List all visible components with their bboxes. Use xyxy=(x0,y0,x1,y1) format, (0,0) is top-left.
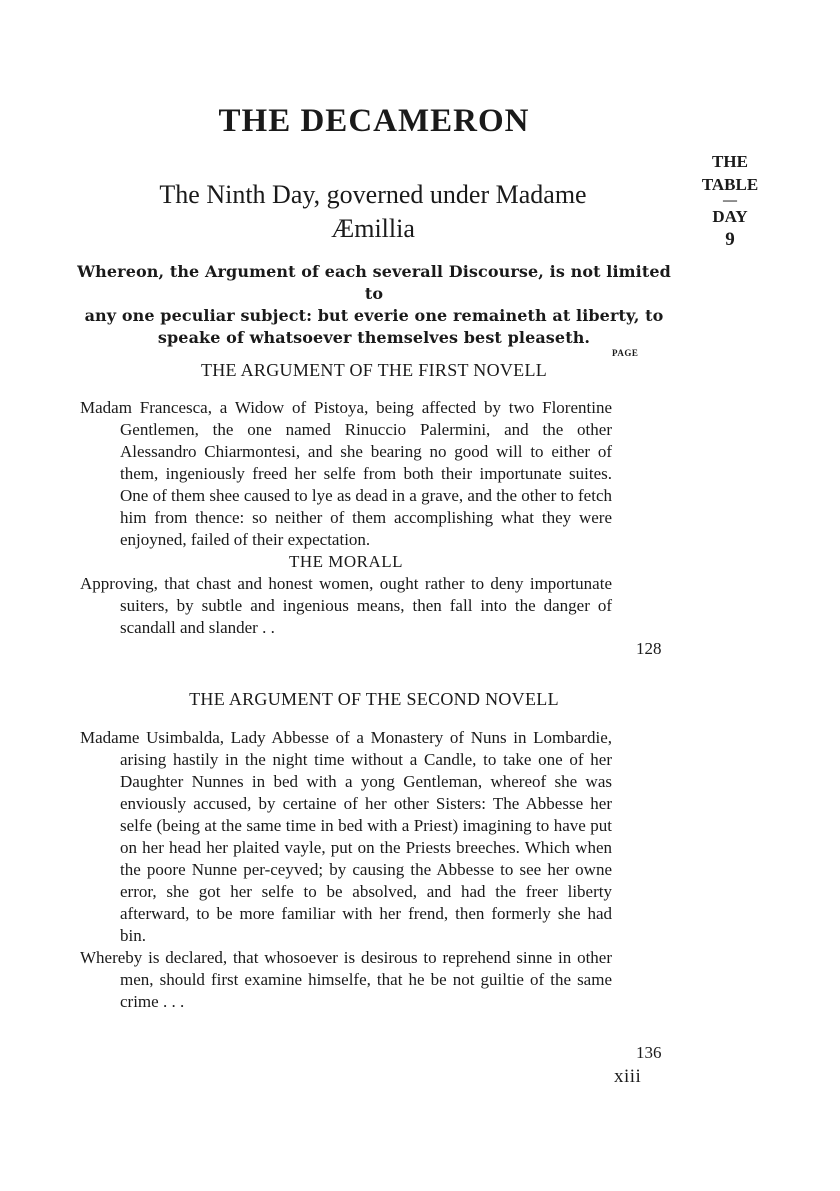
book-title: THE DECAMERON xyxy=(218,103,530,139)
novell1-entry xyxy=(80,397,612,639)
novell2-moral xyxy=(80,947,612,1013)
novell2-page-number: 136 xyxy=(636,1043,662,1062)
margin-dash: — xyxy=(723,193,737,208)
margin-day-number: 9 xyxy=(725,229,735,250)
margin-line-day: DAY xyxy=(712,207,748,226)
novell1-argument: Madam Francesca, a Widow of Pistoya, being affected by two Florentine Gentlemen, the one named Rinuccio Palermini, and the other Alessandro Chiarmontesi, and she bearing no good will to either of them, ingeniously freed her selfe from both their importunate suites. One of them shee caused to lye as dead in a grave, and the other to fetch him from thence: so neither of them accomplishing what they were enjoyned, failed of their expectation. xyxy=(80,398,612,549)
day-intro xyxy=(72,261,676,349)
folio-page-number: xiii xyxy=(614,1066,642,1087)
novell1-dot-leader: . . xyxy=(262,618,275,637)
day-heading xyxy=(60,178,686,246)
margin-line-table: TABLE xyxy=(701,175,759,194)
novell1-page-number: 128 xyxy=(636,639,662,658)
intro-line3: speake of whatsoever themselves best pleaseth. xyxy=(157,328,591,347)
page-column-label: PAGE xyxy=(612,348,639,358)
novell1-moral-heading: THE MORALL xyxy=(288,552,404,571)
novell1-moral-text: Approving, that chast and honest women, ought rather to deny importunate suiters, by subtle and ingenious means, then fall into the danger of scandall and slander xyxy=(80,574,612,637)
novell1-moral xyxy=(80,573,612,639)
intro-line1: Whereon, the Argument of each severall Discourse, is not limited to xyxy=(77,262,671,303)
intro-line2: any one peculiar subject: but everie one remaineth at liberty, to xyxy=(84,306,664,325)
novell2-dot-leader: . . . xyxy=(162,992,185,1011)
day-heading-line2: Æmillia xyxy=(331,214,415,243)
day-heading-line1: The Ninth Day, governed under Madame xyxy=(159,180,587,209)
novell1-heading: THE ARGUMENT OF THE FIRST NOVELL xyxy=(200,360,548,380)
novell2-entry xyxy=(80,727,612,1013)
novell2-heading: THE ARGUMENT OF THE SECOND NOVELL xyxy=(189,689,559,709)
margin-line-the: THE xyxy=(712,152,748,171)
margin-running-head xyxy=(688,150,772,251)
novell2-moral-text: Whereby is declared, that whosoever is desirous to reprehend sinne in other men, should first examine himselfe, that he be not guiltie of the same crime xyxy=(80,948,612,1011)
novell2-argument: Madame Usimbalda, Lady Abbesse of a Monastery of Nuns in Lombardie, arising hastily in the night time without a Candle, to take one of her Daughter Nunnes in bed with a yong Gentleman, whereof she was enviously accused, by certaine of her other Sisters: The Abbesse her selfe (being at the same time in bed with a Priest) imagining to have put on her head her plaited vayle, put on the Priests breeches. Which when the poore Nunne per-ceyved; by causing the Abbesse to see her owne error, she got her selfe to be absolved, and had the freer liberty afterward, to be more familiar with her frend, then formerly she had bin. xyxy=(80,728,612,945)
